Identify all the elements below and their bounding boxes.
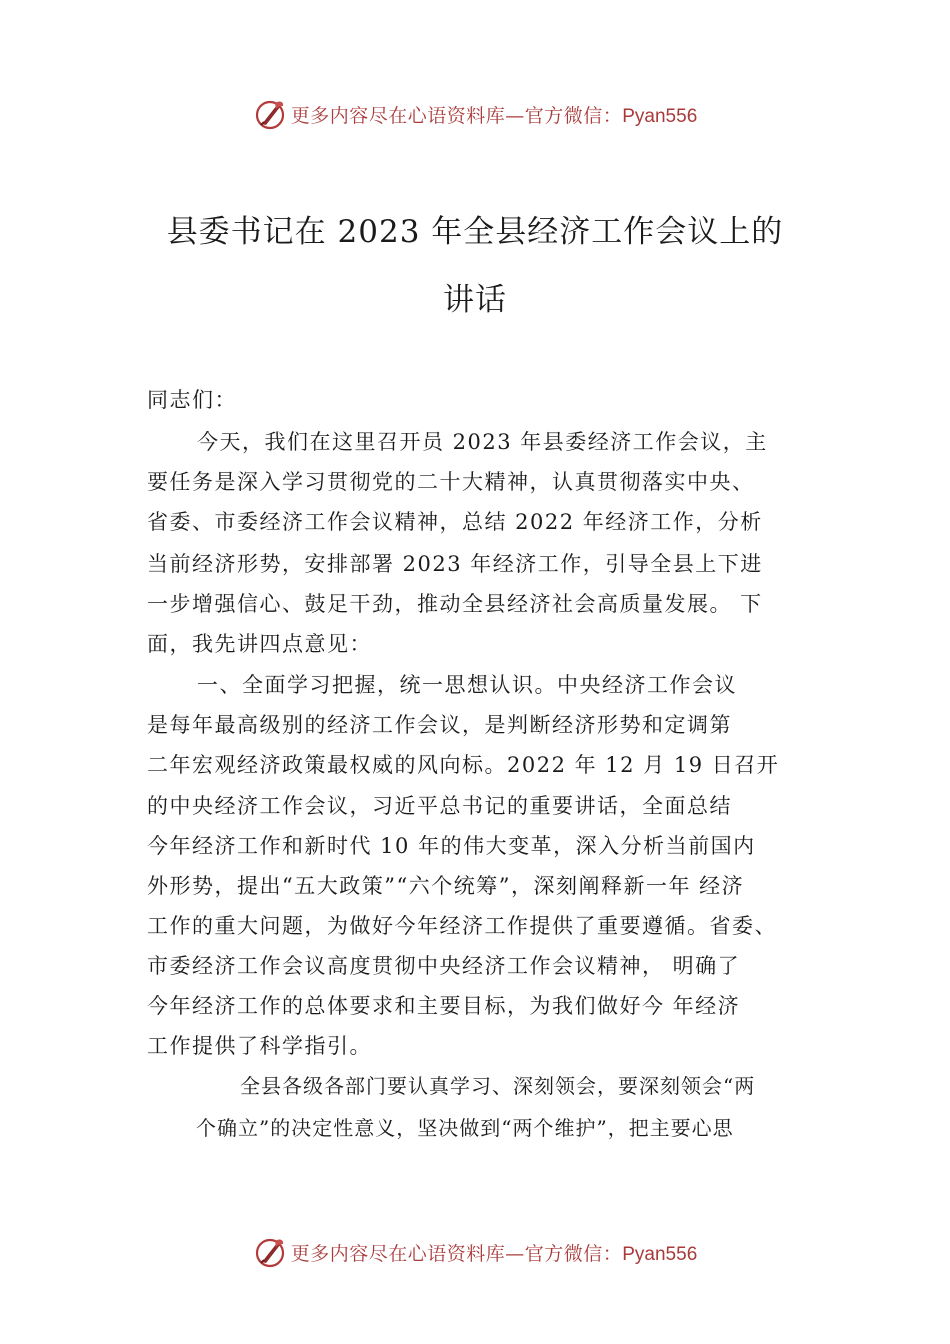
body-line: 是每年最高级别的经济工作会议，是判断经济形势和定调第	[147, 713, 732, 737]
watermark-banner-top	[0, 94, 950, 134]
body-line: 个确立”的决定性意义，坚决做到“两个维护”，把主要心思	[196, 1116, 734, 1140]
salutation-line: 同志们：	[147, 388, 237, 412]
watermark-banner-bottom	[0, 1232, 950, 1272]
quill-logo-icon	[253, 97, 287, 131]
watermark-text: 更多内容尽在心语资料库—官方微信：Pyan556	[290, 1242, 698, 1265]
document-title-line-2: 讲话	[443, 282, 507, 318]
body-line: 一步增强信心、鼓足干劲，推动全县经济社会高质量发展。 下	[147, 592, 763, 616]
document-title-line-1: 县委书记在 2023 年全县经济工作会议上的	[166, 214, 784, 250]
body-line: 面，我先讲四点意见：	[147, 632, 372, 656]
body-line: 外形势，提出“五大政策”“六个统筹”，深刻阐释新一年 经济	[147, 874, 745, 898]
body-line: 要任务是深入学习贯彻党的二十大精神，认真贯彻落实中央、	[147, 470, 755, 494]
body-line: 工作的重大问题，为做好今年经济工作提供了重要遵循。省委、	[147, 914, 777, 938]
body-line: 全县各级各部门要认真学习、深刻领会，要深刻领会“两	[240, 1074, 756, 1098]
quill-logo-icon	[253, 1235, 287, 1269]
body-line: 一、全面学习把握，统一思想认识。中央经济工作会议	[197, 673, 737, 697]
body-line: 工作提供了科学指引。	[147, 1034, 372, 1058]
body-line: 的中央经济工作会议，习近平总书记的重要讲话，全面总结	[147, 794, 732, 818]
body-line: 二年宏观经济政策最权威的风向标。2022 年 12 月 19 日召开	[147, 753, 780, 777]
body-line: 今天，我们在这里召开员 2023 年县委经济工作会议，主	[197, 430, 768, 454]
body-line: 今年经济工作和新时代 10 年的伟大变革，深入分析当前国内	[147, 834, 756, 858]
body-line: 市委经济工作会议高度贯彻中央经济工作会议精神， 明确了	[147, 954, 741, 978]
body-line: 今年经济工作的总体要求和主要目标，为我们做好今 年经济	[147, 994, 741, 1018]
watermark-text: 更多内容尽在心语资料库—官方微信：Pyan556	[290, 104, 698, 127]
body-line: 省委、市委经济工作会议精神，总结 2022 年经济工作，分析	[147, 510, 763, 534]
body-line: 当前经济形势，安排部署 2023 年经济工作，引导全县上下进	[147, 552, 763, 576]
